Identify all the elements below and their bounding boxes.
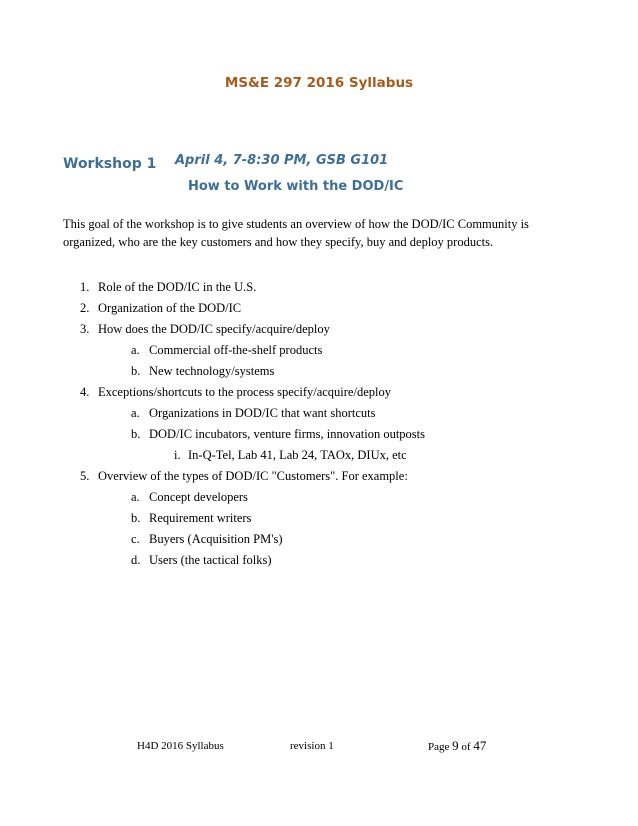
- outline-marker: b.: [131, 364, 141, 378]
- workshop-subtitle: How to Work with the DOD/IC: [188, 179, 404, 194]
- footer-page-label: Page: [428, 741, 450, 753]
- footer-of-label: of: [461, 741, 471, 753]
- outline-text: How does the DOD/IC specify/acquire/deploy: [98, 322, 330, 336]
- outline-marker: a.: [131, 406, 140, 420]
- outline-text: Role of the DOD/IC in the U.S.: [98, 280, 257, 294]
- outline-text: Commercial off-the-shelf products: [149, 343, 323, 357]
- workshop-title: Workshop 1: [63, 156, 157, 172]
- outline-text: In-Q-Tel, Lab 41, Lab 24, TAOx, DIUx, etc: [188, 448, 407, 462]
- outline-marker: b.: [131, 511, 141, 525]
- outline-text: Exceptions/shortcuts to the process specify/acquire/deploy: [98, 385, 391, 399]
- footer-page-indicator: [428, 738, 486, 754]
- outline-marker: i.: [174, 448, 181, 462]
- outline-marker: 3.: [80, 322, 90, 336]
- outline-marker: 5.: [80, 469, 90, 483]
- outline-text: Organization of the DOD/IC: [98, 301, 242, 315]
- outline-marker: b.: [131, 427, 141, 441]
- outline-marker: 4.: [80, 385, 90, 399]
- page-footer: [0, 738, 638, 758]
- page-header-title: MS&E 297 2016 Syllabus: [224, 75, 414, 91]
- outline-marker: d.: [131, 553, 141, 567]
- outline-marker: 1.: [80, 280, 90, 294]
- workshop-heading: [63, 153, 583, 172]
- footer-page-number: 9: [452, 738, 459, 753]
- footer-doc-title: H4D 2016 Syllabus: [137, 740, 224, 752]
- outline-text: New technology/systems: [149, 364, 275, 378]
- outline-marker: a.: [131, 490, 140, 504]
- outline-text: Users (the tactical folks): [149, 553, 272, 567]
- outline-marker: c.: [131, 532, 140, 546]
- outline-text: Buyers (Acquisition PM's): [149, 532, 283, 546]
- outline-text: Requirement writers: [149, 511, 252, 525]
- footer-page-total: 47: [473, 738, 487, 753]
- outline-text: Organizations in DOD/IC that want shortcuts: [149, 406, 376, 420]
- outline-marker: 2.: [80, 301, 90, 315]
- outline-text: DOD/IC incubators, venture firms, innovation outposts: [149, 427, 426, 441]
- intro-paragraph: This goal of the workshop is to give students an overview of how the DOD/IC Community is organized, who are the key customers and how they specify, buy and deploy products.: [63, 217, 529, 249]
- outline-text: Overview of the types of DOD/IC "Customers". For example:: [98, 469, 408, 483]
- workshop-date-location: April 4, 7-8:30 PM, GSB G101: [175, 153, 389, 168]
- footer-revision: revision 1: [290, 740, 334, 752]
- outline-text: Concept developers: [149, 490, 248, 504]
- outline-marker: a.: [131, 343, 140, 357]
